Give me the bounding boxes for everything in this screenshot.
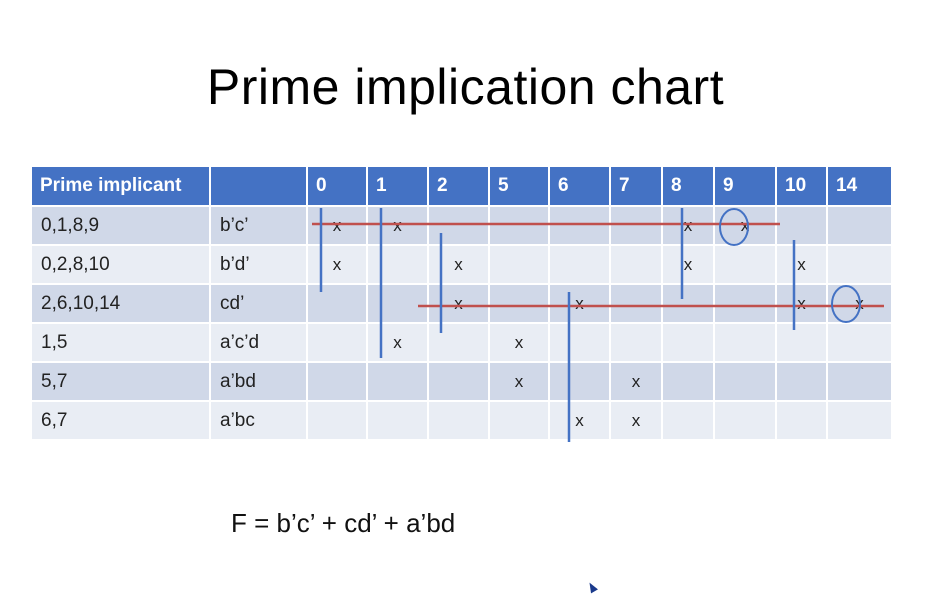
implicant-minterms: 5,7: [32, 362, 210, 401]
coverage-cell: [610, 323, 662, 362]
coverage-cell: x: [776, 245, 827, 284]
header-minterm: 14: [827, 167, 892, 206]
coverage-cell: [307, 401, 367, 440]
coverage-cell: [827, 206, 892, 245]
table-row: [32, 245, 892, 284]
coverage-cell: [827, 323, 892, 362]
implicant-term: b’c’: [210, 206, 307, 245]
coverage-cell: [714, 245, 776, 284]
header-minterm: 5: [489, 167, 549, 206]
coverage-cell: [307, 284, 367, 323]
coverage-cell: [662, 401, 714, 440]
prime-implicant-chart: [32, 167, 893, 441]
coverage-cell: x: [489, 362, 549, 401]
coverage-cell: [662, 284, 714, 323]
coverage-cell: [776, 206, 827, 245]
header-row: [32, 167, 892, 206]
coverage-cell: [714, 284, 776, 323]
implicant-term: a’c’d: [210, 323, 307, 362]
coverage-cell: x: [662, 245, 714, 284]
table-row: [32, 206, 892, 245]
coverage-cell: [549, 245, 610, 284]
implicant-term: a’bc: [210, 401, 307, 440]
header-minterm: 7: [610, 167, 662, 206]
header-minterm: 10: [776, 167, 827, 206]
implicant-minterms: 0,2,8,10: [32, 245, 210, 284]
coverage-cell: x: [549, 401, 610, 440]
coverage-cell: x: [549, 284, 610, 323]
coverage-cell: x: [489, 323, 549, 362]
coverage-cell: [827, 401, 892, 440]
coverage-cell: x: [307, 245, 367, 284]
table-row: [32, 284, 892, 323]
coverage-cell: x: [307, 206, 367, 245]
coverage-cell: [776, 323, 827, 362]
coverage-cell: [714, 323, 776, 362]
coverage-cell: [610, 284, 662, 323]
implicant-minterms: 1,5: [32, 323, 210, 362]
coverage-cell: x: [428, 245, 489, 284]
header-term: [210, 167, 307, 206]
coverage-cell: [610, 206, 662, 245]
coverage-cell: [307, 362, 367, 401]
coverage-cell: [610, 245, 662, 284]
coverage-cell: [489, 206, 549, 245]
coverage-cell: [367, 362, 428, 401]
coverage-cell: [428, 362, 489, 401]
implicant-term: b’d’: [210, 245, 307, 284]
mouse-pointer-icon: [586, 581, 598, 594]
coverage-cell: [662, 323, 714, 362]
result-formula: F = b’c’ + cd’ + a’bd: [231, 508, 456, 538]
coverage-cell: x: [367, 323, 428, 362]
coverage-cell: [549, 206, 610, 245]
coverage-cell: [549, 362, 610, 401]
coverage-cell: [827, 362, 892, 401]
header-prime-implicant: Prime implicant: [32, 167, 210, 206]
coverage-cell: [776, 401, 827, 440]
header-minterm: 8: [662, 167, 714, 206]
coverage-cell: [367, 245, 428, 284]
coverage-cell: x: [776, 284, 827, 323]
coverage-cell: [428, 401, 489, 440]
coverage-cell: [489, 245, 549, 284]
coverage-cell: [714, 401, 776, 440]
coverage-cell: x: [610, 362, 662, 401]
coverage-cell: [307, 323, 367, 362]
table-row: [32, 323, 892, 362]
coverage-cell: x: [610, 401, 662, 440]
coverage-cell: [776, 362, 827, 401]
coverage-cell: [367, 284, 428, 323]
coverage-cell: [714, 362, 776, 401]
header-minterm: 6: [549, 167, 610, 206]
header-minterm: 2: [428, 167, 489, 206]
slide-title: Prime implication chart: [206, 59, 725, 115]
header-minterm: 9: [714, 167, 776, 206]
coverage-cell: x: [367, 206, 428, 245]
coverage-cell: [367, 401, 428, 440]
implicant-minterms: 6,7: [32, 401, 210, 440]
coverage-cell: [662, 362, 714, 401]
table-row: [32, 362, 892, 401]
coverage-cell: [827, 245, 892, 284]
coverage-cell: x: [714, 206, 776, 245]
coverage-cell: x: [827, 284, 892, 323]
implicant-term: a’bd: [210, 362, 307, 401]
implicant-term: cd’: [210, 284, 307, 323]
coverage-cell: [428, 323, 489, 362]
coverage-cell: x: [662, 206, 714, 245]
header-minterm: 1: [367, 167, 428, 206]
coverage-cell: x: [428, 284, 489, 323]
coverage-cell: [428, 206, 489, 245]
coverage-cell: [489, 401, 549, 440]
header-minterm: 0: [307, 167, 367, 206]
implicant-minterms: 0,1,8,9: [32, 206, 210, 245]
coverage-cell: [489, 284, 549, 323]
table-row: [32, 401, 892, 440]
coverage-cell: [549, 323, 610, 362]
implicant-minterms: 2,6,10,14: [32, 284, 210, 323]
